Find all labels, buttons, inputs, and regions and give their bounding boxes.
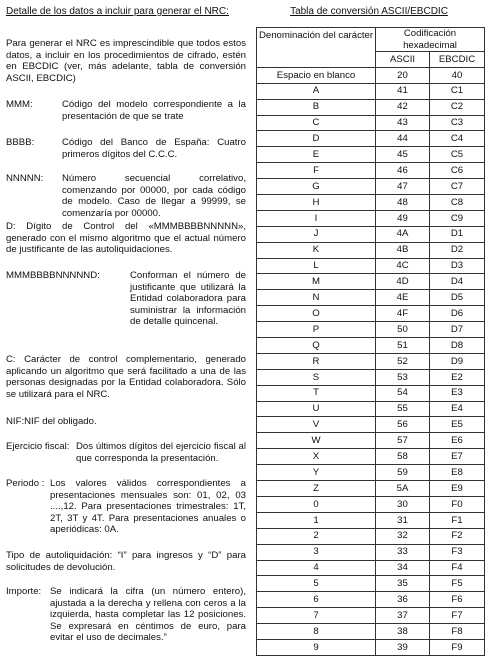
section-title: Detalle de los datos a incluir para generar el NRC: [6, 6, 229, 17]
ebcdic-cell: C7 [430, 179, 485, 195]
ebcdic-cell: F7 [430, 608, 485, 624]
table-row [257, 512, 485, 528]
ebcdic-cell: C9 [430, 210, 485, 226]
ebcdic-cell: C5 [430, 147, 485, 163]
definition-text: Los valores válidos correspondientes a presentaciones mensuales son: 01, 02, 03 ....,12. Para presentaciones trimestrales: 1T, 2T, 3T y 4T. Para presentaciones anuales o aperiódicas: 0A. [50, 478, 246, 535]
table-row [257, 290, 485, 306]
ascii-cell: 48 [376, 195, 430, 211]
ascii-cell: 51 [376, 338, 430, 354]
character-name-cell: M [257, 274, 376, 290]
table-row [257, 401, 485, 417]
ascii-cell: 4D [376, 274, 430, 290]
definition-text: Se indicará la cifra (un número entero), ajustada a la derecha y rellena con ceros a la izquierda, hasta completar las 12 posiciones. Se expresará en céntimos de euro, para evitar el uso de decimales.” [50, 586, 246, 643]
ascii-cell: 4C [376, 258, 430, 274]
character-name-cell: 1 [257, 512, 376, 528]
column-header-ascii: ASCII [376, 52, 430, 68]
table-row [257, 322, 485, 338]
character-name-cell: Y [257, 465, 376, 481]
ascii-cell: 59 [376, 465, 430, 481]
table-row [257, 67, 485, 83]
ebcdic-cell: C3 [430, 115, 485, 131]
ebcdic-cell: C2 [430, 99, 485, 115]
character-name-cell: H [257, 195, 376, 211]
character-name-cell: R [257, 353, 376, 369]
ebcdic-cell: C1 [430, 83, 485, 99]
definition-key: Importe: [6, 586, 42, 597]
character-name-cell: T [257, 385, 376, 401]
character-name-cell: 2 [257, 528, 376, 544]
character-name-cell: Z [257, 481, 376, 497]
ebcdic-cell: F5 [430, 576, 485, 592]
ascii-cell: 44 [376, 131, 430, 147]
ascii-cell: 46 [376, 163, 430, 179]
character-name-cell: E [257, 147, 376, 163]
intro-paragraph: Para generar el NRC es imprescindible que todos estos datos, a incluir en los procedimientos de cifrado, estén en EBCDIC (ver, más adelante, tabla de conversión ASCII, EBCDIC) [6, 38, 246, 84]
definition-key: MMM: [6, 99, 33, 110]
definition-key: Ejercicio fiscal: [6, 441, 70, 452]
ascii-cell: 30 [376, 496, 430, 512]
character-name-cell: 6 [257, 592, 376, 608]
character-name-cell: 7 [257, 608, 376, 624]
character-name-cell: S [257, 369, 376, 385]
character-name-cell: G [257, 179, 376, 195]
ebcdic-cell: E7 [430, 449, 485, 465]
ascii-cell: 5A [376, 481, 430, 497]
table-row [257, 195, 485, 211]
ascii-cell: 31 [376, 512, 430, 528]
conversion-table [256, 27, 485, 656]
ebcdic-cell: C6 [430, 163, 485, 179]
ascii-cell: 54 [376, 385, 430, 401]
ebcdic-cell: 40 [430, 67, 485, 83]
ebcdic-cell: F9 [430, 639, 485, 655]
ascii-cell: 36 [376, 592, 430, 608]
character-name-cell: N [257, 290, 376, 306]
ebcdic-cell: E8 [430, 465, 485, 481]
ascii-cell: 47 [376, 179, 430, 195]
definition-key: Periodo : [6, 478, 45, 489]
definition-nif: NIF:NIF del obligado. [6, 416, 97, 427]
definition-text: Código del modelo correspondiente a la presentación de que se trate [62, 99, 246, 122]
table-row [257, 306, 485, 322]
ascii-cell: 57 [376, 433, 430, 449]
character-name-cell: C [257, 115, 376, 131]
ebcdic-cell: E6 [430, 433, 485, 449]
table-row [257, 258, 485, 274]
definition-mmmbbbbnnnnnd [6, 270, 246, 328]
ebcdic-cell: D4 [430, 274, 485, 290]
ebcdic-cell: C8 [430, 195, 485, 211]
ascii-cell: 4F [376, 306, 430, 322]
table-row [257, 385, 485, 401]
ebcdic-cell: E2 [430, 369, 485, 385]
ebcdic-cell: D9 [430, 353, 485, 369]
definition-c: C: Carácter de control complementario, generado aplicando un algoritmo que será facilitado a una de las personas designadas por la Entidad colaboradora. Sólo se utilizará para el NRC. [6, 354, 246, 400]
column-header-denominacion: Denominación del carácter [257, 28, 376, 68]
ascii-cell: 39 [376, 639, 430, 655]
column-header-ebcdic: EBCDIC [430, 52, 485, 68]
ebcdic-cell: F2 [430, 528, 485, 544]
table-row [257, 163, 485, 179]
definition-nnnnn [6, 173, 246, 219]
table-row [257, 592, 485, 608]
table-row [257, 608, 485, 624]
ascii-cell: 37 [376, 608, 430, 624]
ebcdic-cell: D7 [430, 322, 485, 338]
table-row [257, 338, 485, 354]
definition-text: Dos últimos dígitos del ejercicio fiscal al que corresponda la presentación. [76, 441, 246, 464]
right-column [254, 0, 484, 653]
table-row [257, 274, 485, 290]
ebcdic-cell: F8 [430, 624, 485, 640]
ascii-cell: 53 [376, 369, 430, 385]
character-name-cell: V [257, 417, 376, 433]
ascii-cell: 20 [376, 67, 430, 83]
character-name-cell: F [257, 163, 376, 179]
definition-key: BBBB: [6, 137, 35, 148]
character-name-cell: Espacio en blanco [257, 67, 376, 83]
character-name-cell: 4 [257, 560, 376, 576]
ascii-cell: 58 [376, 449, 430, 465]
ascii-cell: 32 [376, 528, 430, 544]
ascii-cell: 43 [376, 115, 430, 131]
definition-d: D: Dígito de Control del «MMMBBBBNNNNN», generado con el mismo algoritmo que el actual número de justificante de las autoliquidaciones. [6, 221, 246, 255]
table-row [257, 115, 485, 131]
table-row [257, 624, 485, 640]
character-name-cell: O [257, 306, 376, 322]
table-row [257, 179, 485, 195]
character-name-cell: J [257, 226, 376, 242]
ascii-cell: 41 [376, 83, 430, 99]
ascii-cell: 35 [376, 576, 430, 592]
table-row [257, 560, 485, 576]
character-name-cell: L [257, 258, 376, 274]
table-row [257, 226, 485, 242]
table-row [257, 639, 485, 655]
character-name-cell: 0 [257, 496, 376, 512]
character-name-cell: W [257, 433, 376, 449]
table-row [257, 83, 485, 99]
table-row [257, 449, 485, 465]
character-name-cell: U [257, 401, 376, 417]
ascii-cell: 55 [376, 401, 430, 417]
ebcdic-cell: E4 [430, 401, 485, 417]
ebcdic-cell: D1 [430, 226, 485, 242]
table-row [257, 353, 485, 369]
character-name-cell: X [257, 449, 376, 465]
ebcdic-cell: D2 [430, 242, 485, 258]
ascii-cell: 33 [376, 544, 430, 560]
ebcdic-cell: F4 [430, 560, 485, 576]
table-row [257, 496, 485, 512]
ebcdic-cell: F1 [430, 512, 485, 528]
definition-key: MMMBBBBNNNNND: [6, 270, 100, 281]
ebcdic-cell: C4 [430, 131, 485, 147]
ebcdic-cell: E5 [430, 417, 485, 433]
ascii-cell: 56 [376, 417, 430, 433]
table-row [257, 369, 485, 385]
character-name-cell: 8 [257, 624, 376, 640]
ascii-cell: 45 [376, 147, 430, 163]
ascii-cell: 49 [376, 210, 430, 226]
definition-text: Código del Banco de España: Cuatro primeros dígitos del C.C.C. [62, 137, 246, 160]
table-row [257, 99, 485, 115]
definition-ejercicio [6, 441, 246, 464]
ascii-cell: 42 [376, 99, 430, 115]
ebcdic-cell: F6 [430, 592, 485, 608]
table-row [257, 528, 485, 544]
ascii-cell: 4E [376, 290, 430, 306]
ebcdic-cell: E9 [430, 481, 485, 497]
ebcdic-cell: D5 [430, 290, 485, 306]
ascii-cell: 38 [376, 624, 430, 640]
table-row [257, 544, 485, 560]
ascii-cell: 4A [376, 226, 430, 242]
character-name-cell: 9 [257, 639, 376, 655]
character-name-cell: B [257, 99, 376, 115]
ascii-cell: 52 [376, 353, 430, 369]
definition-key: NNNNN: [6, 173, 44, 184]
definition-mmm [6, 99, 246, 122]
character-name-cell: Q [257, 338, 376, 354]
table-row [257, 147, 485, 163]
table-row [257, 481, 485, 497]
character-name-cell: A [257, 83, 376, 99]
ascii-cell: 4B [376, 242, 430, 258]
ascii-cell: 50 [376, 322, 430, 338]
ebcdic-cell: F0 [430, 496, 485, 512]
table-row [257, 465, 485, 481]
definition-tipo: Tipo de autoliquidación: “I” para ingresos y “D” para solicitudes de devolución. [6, 550, 246, 573]
character-name-cell: P [257, 322, 376, 338]
table-row [257, 242, 485, 258]
column-header-codificacion: Codificación hexadecimal [376, 28, 485, 52]
character-name-cell: I [257, 210, 376, 226]
definition-text: Conforman el número de justificante que utilizará la Entidad colaboradora para suministrar la información de detalle quincenal. [130, 270, 246, 327]
table-row [257, 131, 485, 147]
table-row [257, 417, 485, 433]
definition-text: Número secuencial correlativo, comenzando por 00000, por cada código de modelo. Caso de llegar a 99999, se comenzaría por 00000. [62, 173, 246, 219]
table-row [257, 210, 485, 226]
definition-periodo [6, 478, 246, 536]
ebcdic-cell: E3 [430, 385, 485, 401]
ascii-cell: 34 [376, 560, 430, 576]
table-row [257, 576, 485, 592]
ebcdic-cell: D8 [430, 338, 485, 354]
character-name-cell: 5 [257, 576, 376, 592]
character-name-cell: K [257, 242, 376, 258]
left-column [6, 0, 249, 643]
table-title: Tabla de conversión ASCII/EBCDIC [290, 6, 448, 17]
definition-bbbb [6, 137, 246, 160]
character-name-cell: D [257, 131, 376, 147]
character-name-cell: 3 [257, 544, 376, 560]
definition-importe [6, 586, 246, 644]
ebcdic-cell: F3 [430, 544, 485, 560]
ebcdic-cell: D6 [430, 306, 485, 322]
conversion-table-body [257, 67, 485, 655]
ebcdic-cell: D3 [430, 258, 485, 274]
table-row [257, 433, 485, 449]
